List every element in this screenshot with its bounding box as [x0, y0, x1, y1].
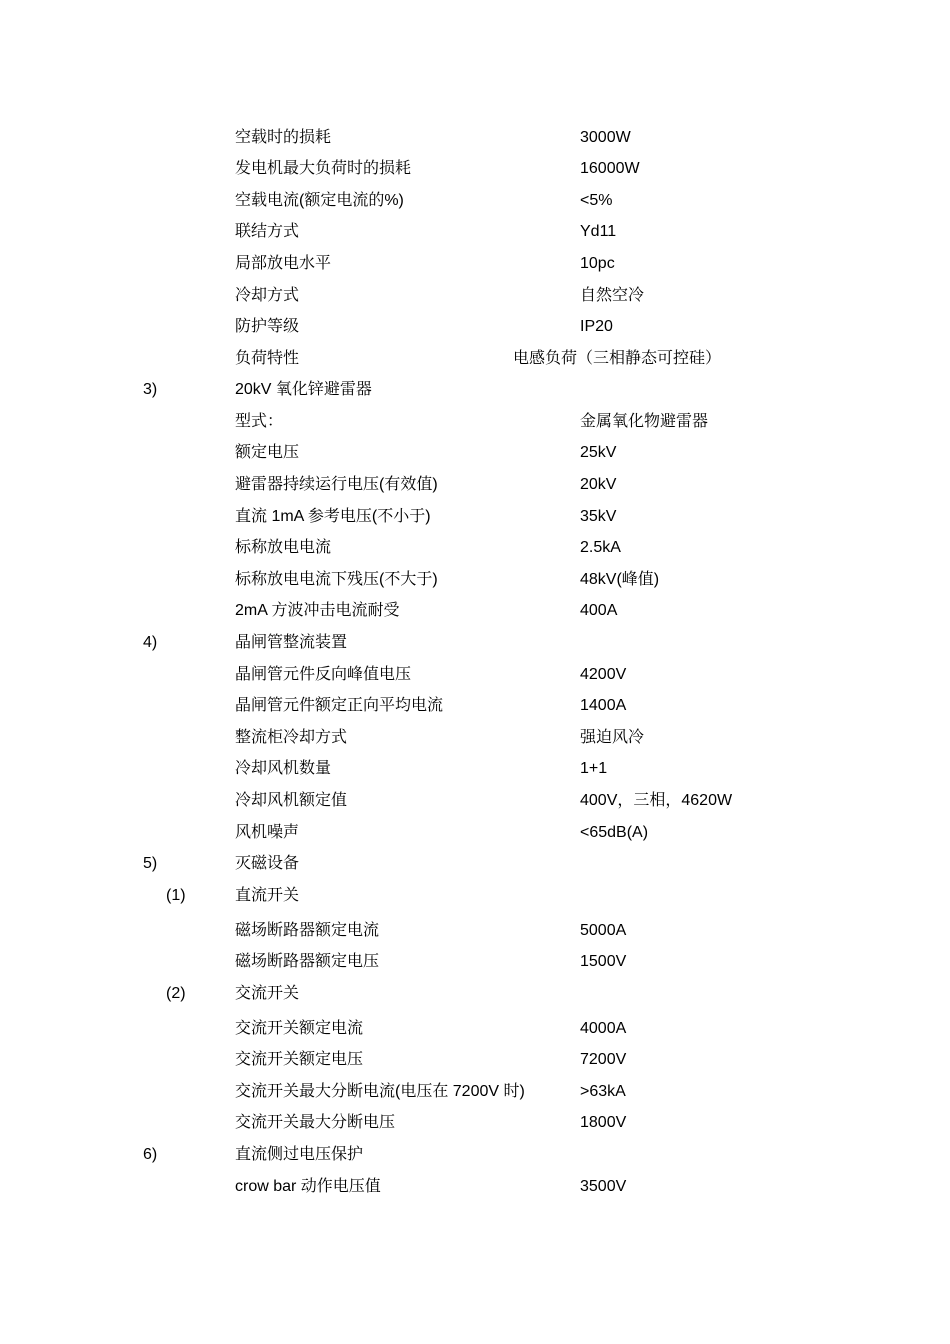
- spec-label: 标称放电电流: [235, 539, 332, 556]
- spec-row: [0, 251, 950, 277]
- spec-label: 交流开关额定电压: [235, 1051, 364, 1068]
- spec-value: >63kA: [580, 1083, 626, 1100]
- spec-row: [0, 883, 950, 909]
- spec-row: [0, 693, 950, 719]
- spec-row: [0, 598, 950, 624]
- spec-label: 晶闸管元件反向峰值电压: [235, 666, 412, 683]
- spec-value: 强迫风冷: [580, 729, 645, 746]
- spec-row: [0, 1142, 950, 1168]
- spec-row: [0, 346, 950, 372]
- spec-label: 负荷特性: [235, 350, 300, 367]
- spec-row: [0, 756, 950, 782]
- spec-row: [0, 472, 950, 498]
- spec-value: 4000A: [580, 1020, 627, 1037]
- section-heading: 交流开关: [235, 985, 300, 1002]
- spec-label: 交流开关额定电流: [235, 1020, 364, 1037]
- spec-value: 7200V: [580, 1051, 627, 1068]
- section-heading: 晶闸管整流装置: [235, 634, 348, 651]
- spec-label: 局部放电水平: [235, 255, 332, 272]
- section-heading: 20kV 氧化锌避雷器: [235, 381, 372, 398]
- spec-value: 48kV(峰值): [580, 571, 660, 588]
- spec-value: 5000A: [580, 922, 627, 939]
- spec-row: [0, 1079, 950, 1105]
- spec-value: 16000W: [580, 160, 640, 177]
- spec-row: [0, 377, 950, 403]
- spec-label: 冷却风机数量: [235, 760, 332, 777]
- spec-label: 晶闸管元件额定正向平均电流: [235, 697, 444, 714]
- spec-value: 1400A: [580, 697, 627, 714]
- spec-label: 磁场断路器额定电流: [235, 922, 380, 939]
- spec-label: 防护等级: [235, 318, 300, 335]
- spec-row: [0, 219, 950, 245]
- spec-row: [0, 567, 950, 593]
- spec-row: [0, 630, 950, 656]
- spec-value: 3500V: [580, 1178, 627, 1195]
- spec-row: [0, 283, 950, 309]
- spec-value: 4200V: [580, 666, 627, 683]
- spec-row: [0, 125, 950, 151]
- section-number: 5): [143, 855, 158, 872]
- spec-label: 型式：: [235, 413, 284, 430]
- spec-row: [0, 949, 950, 975]
- spec-value: 20kV: [580, 476, 617, 493]
- spec-row: [0, 409, 950, 435]
- section-number: (1): [166, 887, 186, 904]
- spec-label: 交流开关最大分断电压: [235, 1114, 396, 1131]
- spec-row: [0, 788, 950, 814]
- section-heading: 直流侧过电压保护: [235, 1146, 364, 1163]
- spec-row: [0, 156, 950, 182]
- spec-label: 交流开关最大分断电流(电压在 7200V 时): [235, 1083, 525, 1100]
- spec-label: 直流 1mA 参考电压(不小于): [235, 508, 431, 525]
- section-number: 6): [143, 1146, 158, 1163]
- spec-row: [0, 981, 950, 1007]
- spec-value: 金属氧化物避雷器: [580, 413, 709, 430]
- spec-value: Yd11: [580, 223, 617, 240]
- section-number: (2): [166, 985, 186, 1002]
- spec-row: [0, 504, 950, 530]
- spec-value: <5%: [580, 192, 613, 209]
- spec-label: 避雷器持续运行电压(有效值): [235, 476, 438, 493]
- spec-label: 整流柜冷却方式: [235, 729, 348, 746]
- section-heading: 直流开关: [235, 887, 300, 904]
- spec-label: 发电机最大负荷时的损耗: [235, 160, 412, 177]
- spec-row: [0, 1174, 950, 1200]
- spec-value: 1500V: [580, 953, 627, 970]
- spec-row: [0, 725, 950, 751]
- spec-value: <65dB(A): [580, 824, 649, 841]
- spec-label: 风机噪声: [235, 824, 300, 841]
- spec-row: [0, 851, 950, 877]
- spec-row: [0, 1016, 950, 1042]
- spec-value: 25kV: [580, 444, 617, 461]
- spec-row: [0, 188, 950, 214]
- spec-label: 2mA 方波冲击电流耐受: [235, 602, 400, 619]
- spec-value: 400V，三相，4620W: [580, 792, 733, 809]
- spec-row: [0, 1047, 950, 1073]
- spec-label: 联结方式: [235, 223, 300, 240]
- spec-value: 1+1: [580, 760, 608, 777]
- spec-row: [0, 440, 950, 466]
- spec-value: 35kV: [580, 508, 617, 525]
- spec-value: 400A: [580, 602, 618, 619]
- spec-label: 冷却方式: [235, 287, 300, 304]
- spec-value: 3000W: [580, 129, 631, 146]
- section-heading: 灭磁设备: [235, 855, 300, 872]
- spec-value: 自然空冷: [580, 287, 645, 304]
- spec-row: [0, 820, 950, 846]
- spec-row: [0, 535, 950, 561]
- section-number: 3): [143, 381, 158, 398]
- spec-label: 空载时的损耗: [235, 129, 332, 146]
- spec-value: IP20: [580, 318, 613, 335]
- spec-label: 磁场断路器额定电压: [235, 953, 380, 970]
- spec-row: [0, 662, 950, 688]
- spec-label: 标称放电电流下残压(不大于): [235, 571, 438, 588]
- spec-row: [0, 1110, 950, 1136]
- section-number: 4): [143, 634, 158, 651]
- spec-value: 10pc: [580, 255, 615, 272]
- spec-label: 额定电压: [235, 444, 300, 461]
- spec-label: 空载电流(额定电流的%): [235, 192, 404, 209]
- spec-label: 冷却风机额定值: [235, 792, 348, 809]
- spec-value: 1800V: [580, 1114, 627, 1131]
- spec-label: crow bar 动作电压值: [235, 1178, 381, 1195]
- spec-value: 电感负荷（三相静态可控硅）: [513, 350, 722, 367]
- spec-value: 2.5kA: [580, 539, 621, 556]
- spec-row: [0, 314, 950, 340]
- spec-row: [0, 918, 950, 944]
